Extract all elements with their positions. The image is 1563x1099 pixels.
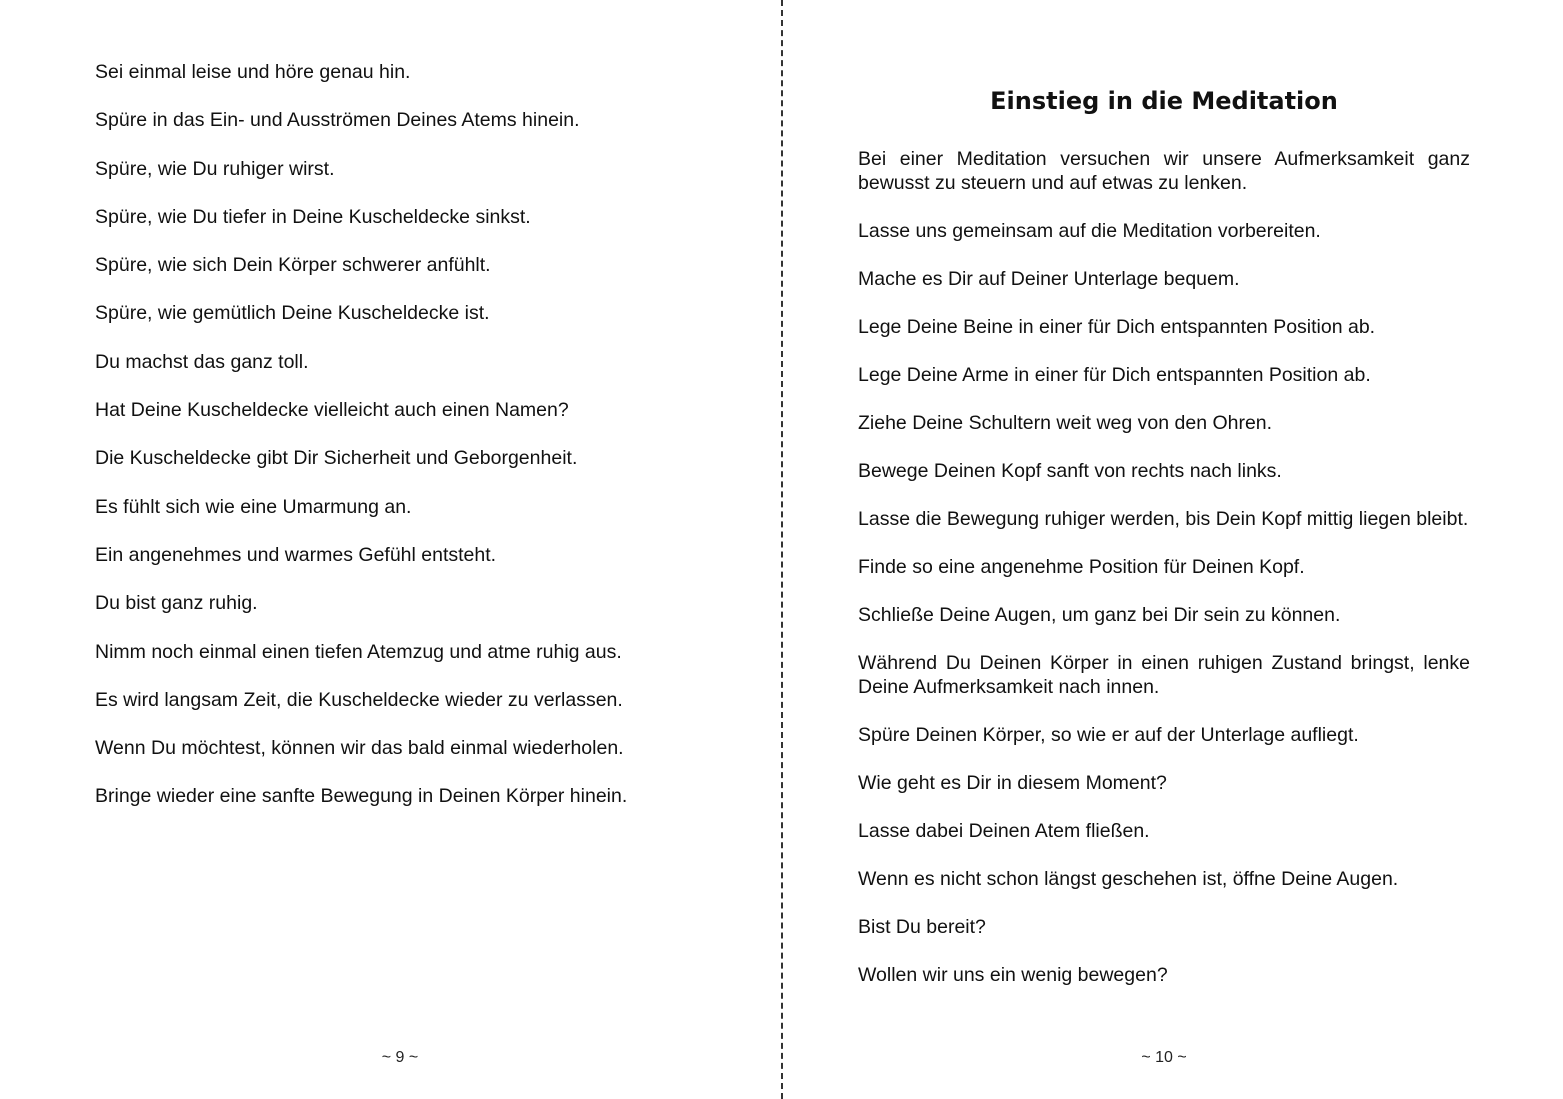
paragraph: Lasse die Bewegung ruhiger werden, bis Dein Kopf mittig liegen bleibt.: [858, 508, 1469, 530]
paragraph: Hat Deine Kuscheldecke vielleicht auch einen Namen?: [95, 399, 569, 422]
paragraph: Lege Deine Beine in einer für Dich entspannten Position ab.: [858, 316, 1376, 338]
paragraph: Wollen wir uns ein wenig bewegen?: [858, 964, 1168, 986]
paragraph: Während Du Deinen Körper in einen ruhigen Zustand bringst, lenke Deine Aufmerksamkeit nach innen.: [858, 652, 1470, 698]
paragraph: Schließe Deine Augen, um ganz bei Dir sein zu können.: [858, 604, 1341, 626]
paragraph: Mache es Dir auf Deiner Unterlage bequem.: [858, 268, 1240, 290]
paragraph: Wenn Du möchtest, können wir das bald einmal wiederholen.: [95, 737, 624, 760]
left-page: [0, 0, 781, 1099]
right-page: [784, 0, 1563, 1099]
page-number: ~ 9 ~: [381, 1049, 419, 1066]
paragraph: Wenn es nicht schon längst geschehen ist, öffne Deine Augen.: [858, 868, 1399, 890]
paragraph: Die Kuscheldecke gibt Dir Sicherheit und Geborgenheit.: [95, 447, 578, 470]
paragraph: Spüre in das Ein- und Ausströmen Deines Atems hinein.: [95, 109, 580, 132]
page-divider: [781, 0, 783, 1099]
paragraph: Nimm noch einmal einen tiefen Atemzug und atme ruhig aus.: [95, 640, 622, 663]
paragraph: Ein angenehmes und warmes Gefühl entsteht.: [95, 543, 497, 566]
paragraph: Finde so eine angenehme Position für Deinen Kopf.: [858, 556, 1305, 578]
paragraph: Lasse uns gemeinsam auf die Meditation vorbereiten.: [858, 220, 1321, 242]
paragraph: Spüre, wie sich Dein Körper schwerer anfühlt.: [95, 254, 491, 277]
left-page-body: [95, 60, 735, 833]
paragraph: Es wird langsam Zeit, die Kuscheldecke wieder zu verlassen.: [95, 688, 623, 711]
paragraph: Es fühlt sich wie eine Umarmung an.: [95, 495, 412, 518]
paragraph: Bist Du bereit?: [858, 916, 986, 938]
paragraph: Wie geht es Dir in diesem Moment?: [858, 772, 1167, 794]
paragraph: Bewege Deinen Kopf sanft von rechts nach links.: [858, 460, 1282, 482]
paragraph: Bringe wieder eine sanfte Bewegung in Deinen Körper hinein.: [95, 785, 628, 808]
paragraph: Du bist ganz ruhig.: [95, 592, 258, 615]
paragraph: Spüre, wie gemütlich Deine Kuscheldecke ist.: [95, 302, 490, 325]
paragraph: Ziehe Deine Schultern weit weg von den Ohren.: [858, 412, 1273, 434]
page-title: Einstieg in die Meditation: [990, 87, 1338, 115]
paragraph: Spüre Deinen Körper, so wie er auf der Unterlage aufliegt.: [858, 724, 1359, 746]
paragraph: Bei einer Meditation versuchen wir unsere Aufmerksamkeit ganz bewusst zu steuern und auf etwas zu lenken.: [858, 148, 1470, 194]
page-number: ~ 10 ~: [1141, 1049, 1187, 1066]
paragraph: Spüre, wie Du ruhiger wirst.: [95, 157, 335, 180]
paragraph: Du machst das ganz toll.: [95, 350, 309, 373]
paragraph: Lege Deine Arme in einer für Dich entspannten Position ab.: [858, 364, 1371, 386]
paragraph: Spüre, wie Du tiefer in Deine Kuscheldecke sinkst.: [95, 205, 531, 228]
right-page-body: [858, 147, 1470, 1011]
paragraph: Sei einmal leise und höre genau hin.: [95, 61, 411, 83]
paragraph: Lasse dabei Deinen Atem fließen.: [858, 820, 1150, 842]
